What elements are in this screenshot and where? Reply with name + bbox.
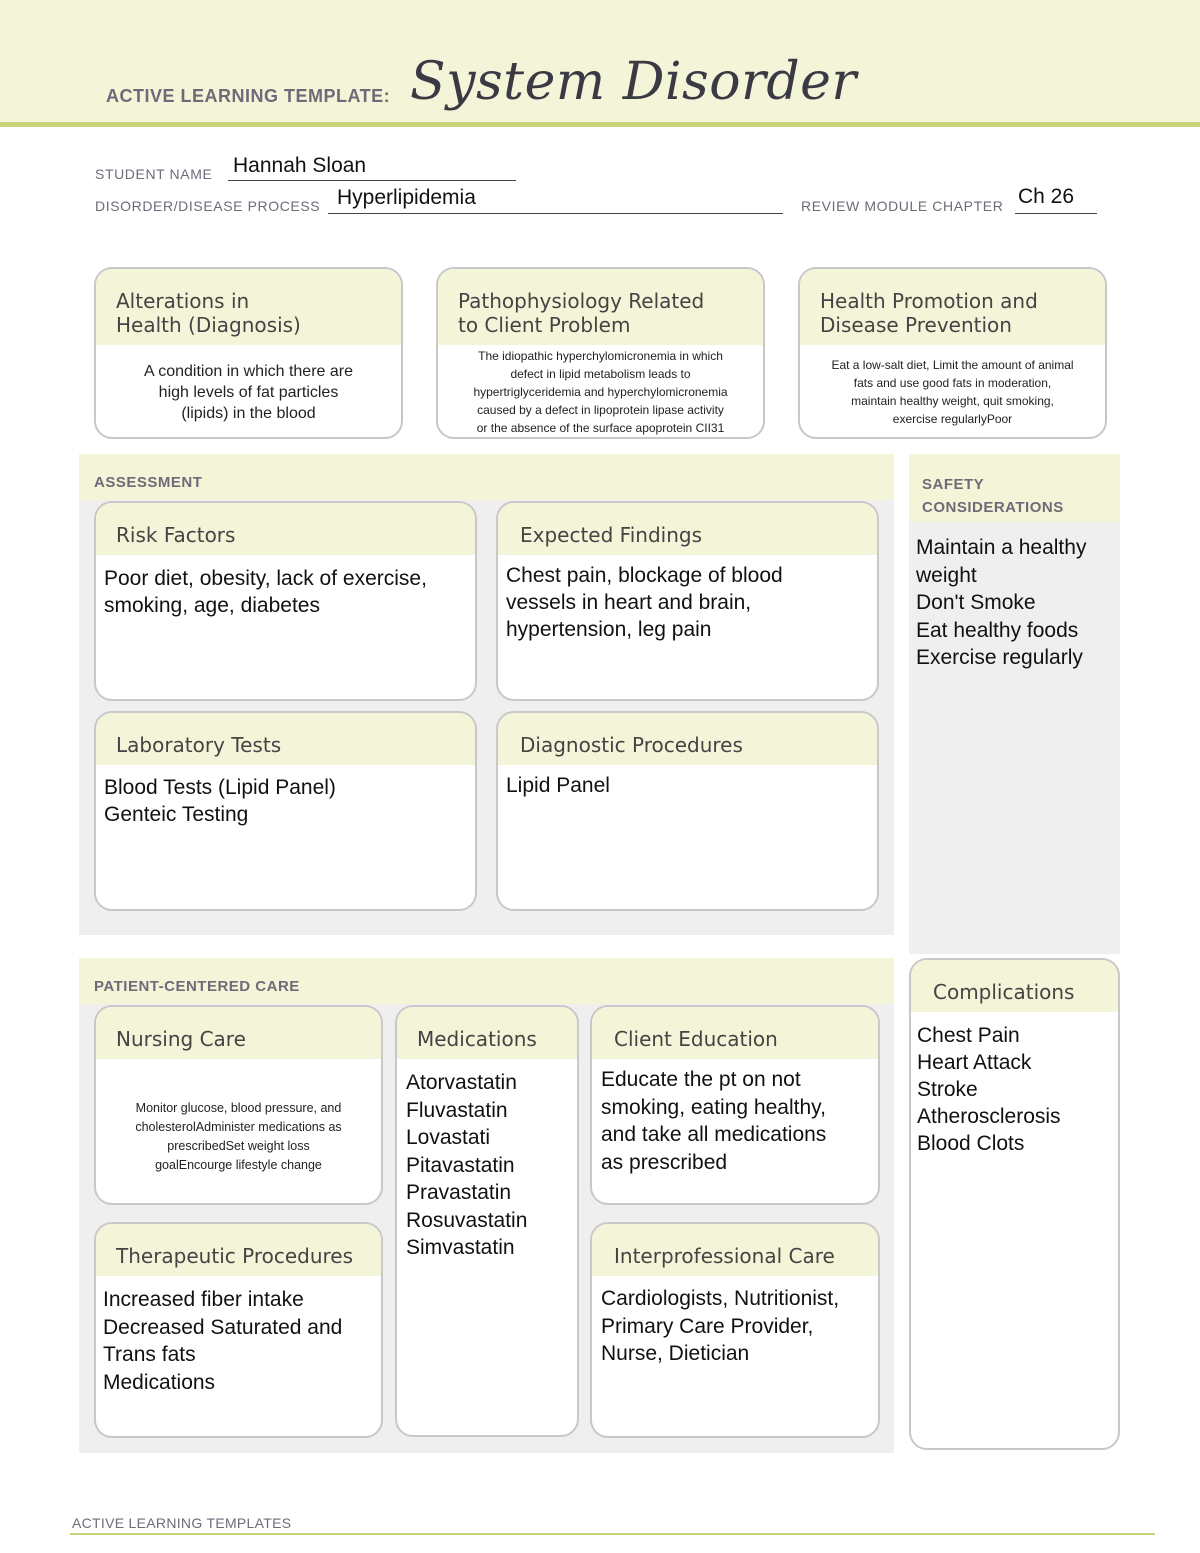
interprofessional-care-box <box>590 1222 880 1438</box>
alterations-text[interactable]: A condition in which there are high levels of fat particles (lipids) in the blood <box>143 363 353 422</box>
client-education-title: Client Education <box>614 1027 778 1051</box>
page-title: System Disorder <box>410 52 857 112</box>
laboratory-tests-title: Laboratory Tests <box>116 733 282 757</box>
interprofessional-care-title: Interprofessional Care <box>614 1244 835 1268</box>
chapter-value[interactable]: Ch 26 <box>1018 185 1075 208</box>
chapter-line <box>1015 213 1097 214</box>
disorder-line <box>328 213 783 214</box>
safety-text[interactable]: Maintain a healthy weight Don't Smoke Eat healthy foods Exercise regularly <box>916 536 1087 669</box>
nursing-care-title: Nursing Care <box>116 1027 246 1051</box>
health-promotion-title: Health Promotion and Disease Prevention <box>820 289 1038 337</box>
expected-findings-text[interactable]: Chest pain, blockage of blood vessels in heart and brain, hypertension, leg pain <box>506 564 783 641</box>
header-divider <box>0 122 1200 127</box>
safety-section <box>909 454 1120 954</box>
nursing-care-text[interactable]: Monitor glucose, blood pressure, and cholesterolAdminister medications as prescribedSet weight loss goalEncourge lifestyle change <box>135 1101 342 1172</box>
disorder-label: DISORDER/DISEASE PROCESS <box>95 198 321 214</box>
diagnostic-procedures-box <box>496 711 879 911</box>
therapeutic-procedures-title: Therapeutic Procedures <box>116 1244 354 1268</box>
template-label: ACTIVE LEARNING TEMPLATE: <box>106 86 391 106</box>
interprofessional-care-text[interactable]: Cardiologists, Nutritionist, Primary Care Provider, Nurse, Dietician <box>601 1287 840 1365</box>
therapeutic-procedures-box <box>94 1222 383 1438</box>
assessment-label: ASSESSMENT <box>94 474 203 491</box>
health-promotion-text[interactable]: Eat a low-salt diet, Limit the amount of animal fats and use good fats in moderation, maintain healthy weight, quit smoking, exercise regularlyPoor <box>831 358 1074 426</box>
student-name-label: STUDENT NAME <box>95 166 213 182</box>
disorder-value[interactable]: Hyperlipidemia <box>337 186 476 209</box>
patient-centered-care-label: PATIENT-CENTERED CARE <box>94 978 300 995</box>
therapeutic-procedures-text[interactable]: Increased fiber intake Decreased Saturated and Trans fats Medications <box>103 1288 343 1394</box>
medications-box <box>395 1005 579 1437</box>
risk-factors-title: Risk Factors <box>116 523 236 547</box>
chapter-label: REVIEW MODULE CHAPTER <box>801 198 1004 214</box>
student-name-line <box>228 180 516 181</box>
footer-label: ACTIVE LEARNING TEMPLATES <box>72 1515 292 1531</box>
health-promotion-box <box>798 267 1107 439</box>
footer-divider <box>70 1533 1155 1535</box>
complications-title: Complications <box>933 980 1075 1004</box>
nursing-care-box <box>94 1005 383 1205</box>
pathophysiology-text[interactable]: The idiopathic hyperchylomicronemia in which defect in lipid metabolism leads to hypertriglyceridemia and hyperchylomicronemia caused by a defect in lipoprotein lipase activity or the absence of the surface apoprotein CII31 <box>473 349 728 435</box>
diagnostic-procedures-text[interactable]: Lipid Panel <box>506 774 610 797</box>
risk-factors-text[interactable]: Poor diet, obesity, lack of exercise, smoking, age, diabetes <box>104 567 427 617</box>
medications-text[interactable]: Atorvastatin Fluvastatin Lovastati Pitavastatin Pravastatin Rosuvastatin Simvastatin <box>406 1071 528 1259</box>
client-education-text[interactable]: Educate the pt on not smoking, eating healthy, and take all medications as prescribed <box>601 1068 827 1174</box>
safety-label: SAFETY CONSIDERATIONS <box>922 476 1064 516</box>
pathophysiology-title: Pathophysiology Related to Client Problem <box>458 289 705 337</box>
medications-title: Medications <box>417 1027 537 1051</box>
client-education-box <box>590 1005 880 1205</box>
risk-factors-box <box>94 501 477 701</box>
laboratory-tests-text[interactable]: Blood Tests (Lipid Panel) Genteic Testing <box>104 776 336 826</box>
complications-box <box>909 958 1120 1450</box>
diagnostic-procedures-title: Diagnostic Procedures <box>520 733 743 757</box>
laboratory-tests-box <box>94 711 477 911</box>
alterations-title: Alterations in Health (Diagnosis) <box>116 289 301 337</box>
expected-findings-title: Expected Findings <box>520 523 702 547</box>
pathophysiology-box <box>436 267 765 439</box>
expected-findings-box <box>496 501 879 701</box>
student-name-value[interactable]: Hannah Sloan <box>233 154 367 177</box>
alterations-box <box>94 267 403 439</box>
complications-text[interactable]: Chest Pain Heart Attack Stroke Atherosclerosis Blood Clots <box>917 1024 1061 1155</box>
